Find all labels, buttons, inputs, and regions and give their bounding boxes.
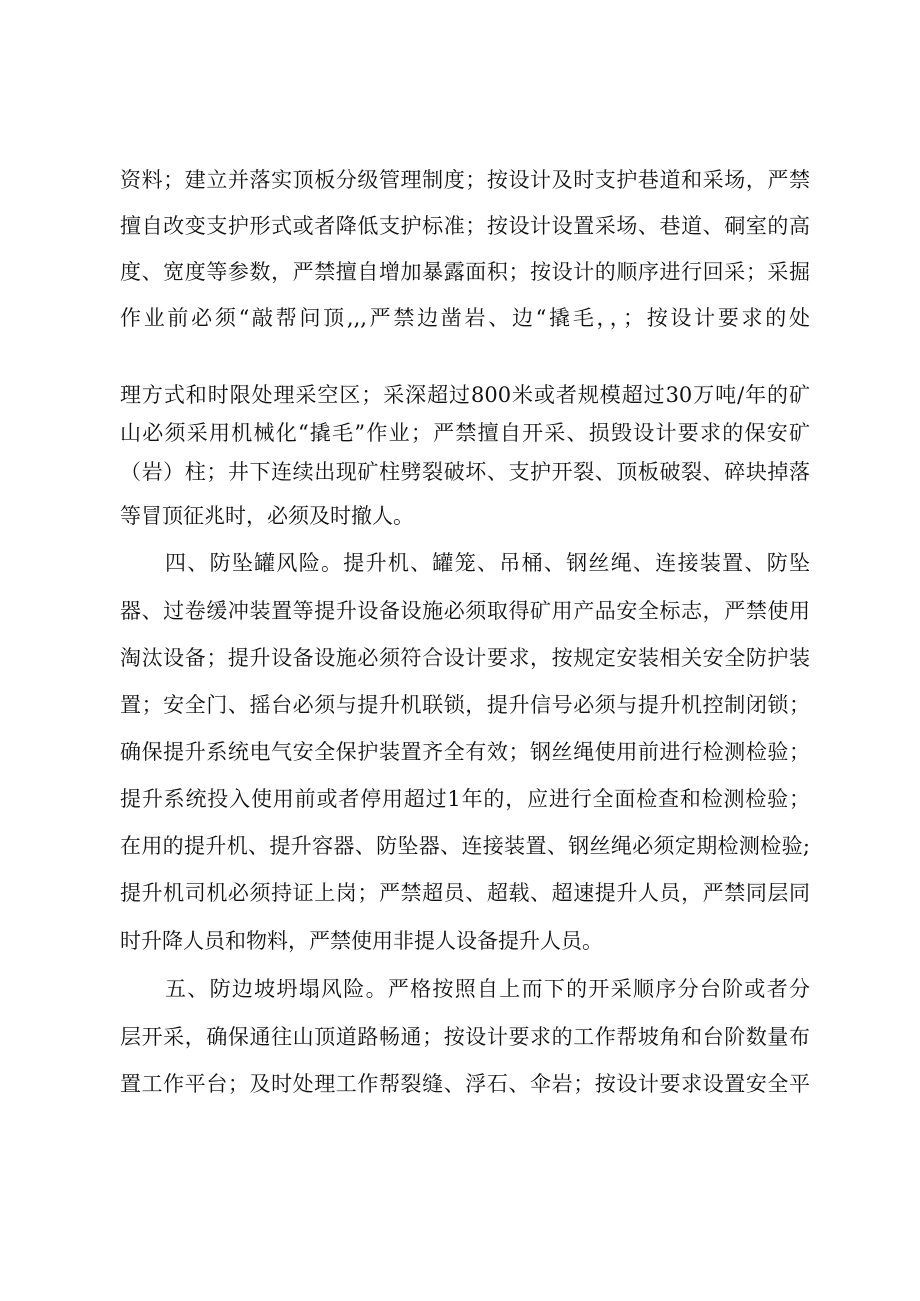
text-line: 淘汰设备；提升设备设施必须符合设计要求，按规定安装相关安全防护装 [120,646,810,670]
text-line: 置；安全门、摇台必须与提升机联锁，提升信号必须与提升机控制闭锁； [120,693,810,717]
text-line: 资料；建立并落实顶板分级管理制度；按设计及时支护巷道和采场，严禁 [120,168,810,192]
text-line: 理方式和时限处理采空区；采深超过800米或者规模超过30万吨/年的矿 [120,383,810,407]
text-line: 作业前必须“敲帮问顶,,,严禁边凿岩、边“撬毛，，；按设计要求的处 [120,306,810,330]
text-line: 擅自改变支护形式或者降低支护标准；按设计设置采场、巷道、硐室的高 [120,214,810,238]
text-line: 提升机司机必须持证上岗；严禁超员、超载、超速提升人员，严禁同层同 [120,881,810,905]
text-line: （岩）柱；井下连续出现矿柱劈裂破坏、支护开裂、顶板破裂、碎块掉落 [120,460,810,484]
text-line: 层开采，确保通往山顶道路畅通；按设计要求的工作帮坡角和台阶数量布 [120,1025,810,1049]
text-line: 置工作平台；及时处理工作帮裂缝、浮石、伞岩；按设计要求设置安全平 [120,1072,810,1096]
text-line: 时升降人员和物料，严禁使用非提人设备提升人员。 [120,929,603,953]
text-line: 度、宽度等参数，严禁擅自增加暴露面积；按设计的顺序进行回采；采掘 [120,260,810,284]
text-line: 五、防边坡坍塌风险。严格按照自上而下的开采顺序分台阶或者分 [165,977,810,1001]
text-line: 在用的提升机、提升容器、防坠器、连接装置、钢丝绳必须定期检测检验; [120,834,810,858]
text-line: 等冒顶征兆时，必须及时撤人。 [120,504,414,528]
text-line: 确保提升系统电气安全保护装置齐全有效；钢丝绳使用前进行检测检验； [120,740,810,764]
text-line: 器、过卷缓冲装置等提升设备设施必须取得矿用产品安全标志，严禁使用 [120,599,810,623]
text-line: 提升系统投入使用前或者停用超过1年的，应进行全面检查和检测检验； [120,787,810,811]
text-line: 山必须采用机械化“撬毛”作业；严禁擅自开采、损毁设计要求的保安矿 [120,421,810,445]
text-line: 四、防坠罐风险。提升机、罐笼、吊桶、钢丝绳、连接装置、防坠 [165,551,810,575]
